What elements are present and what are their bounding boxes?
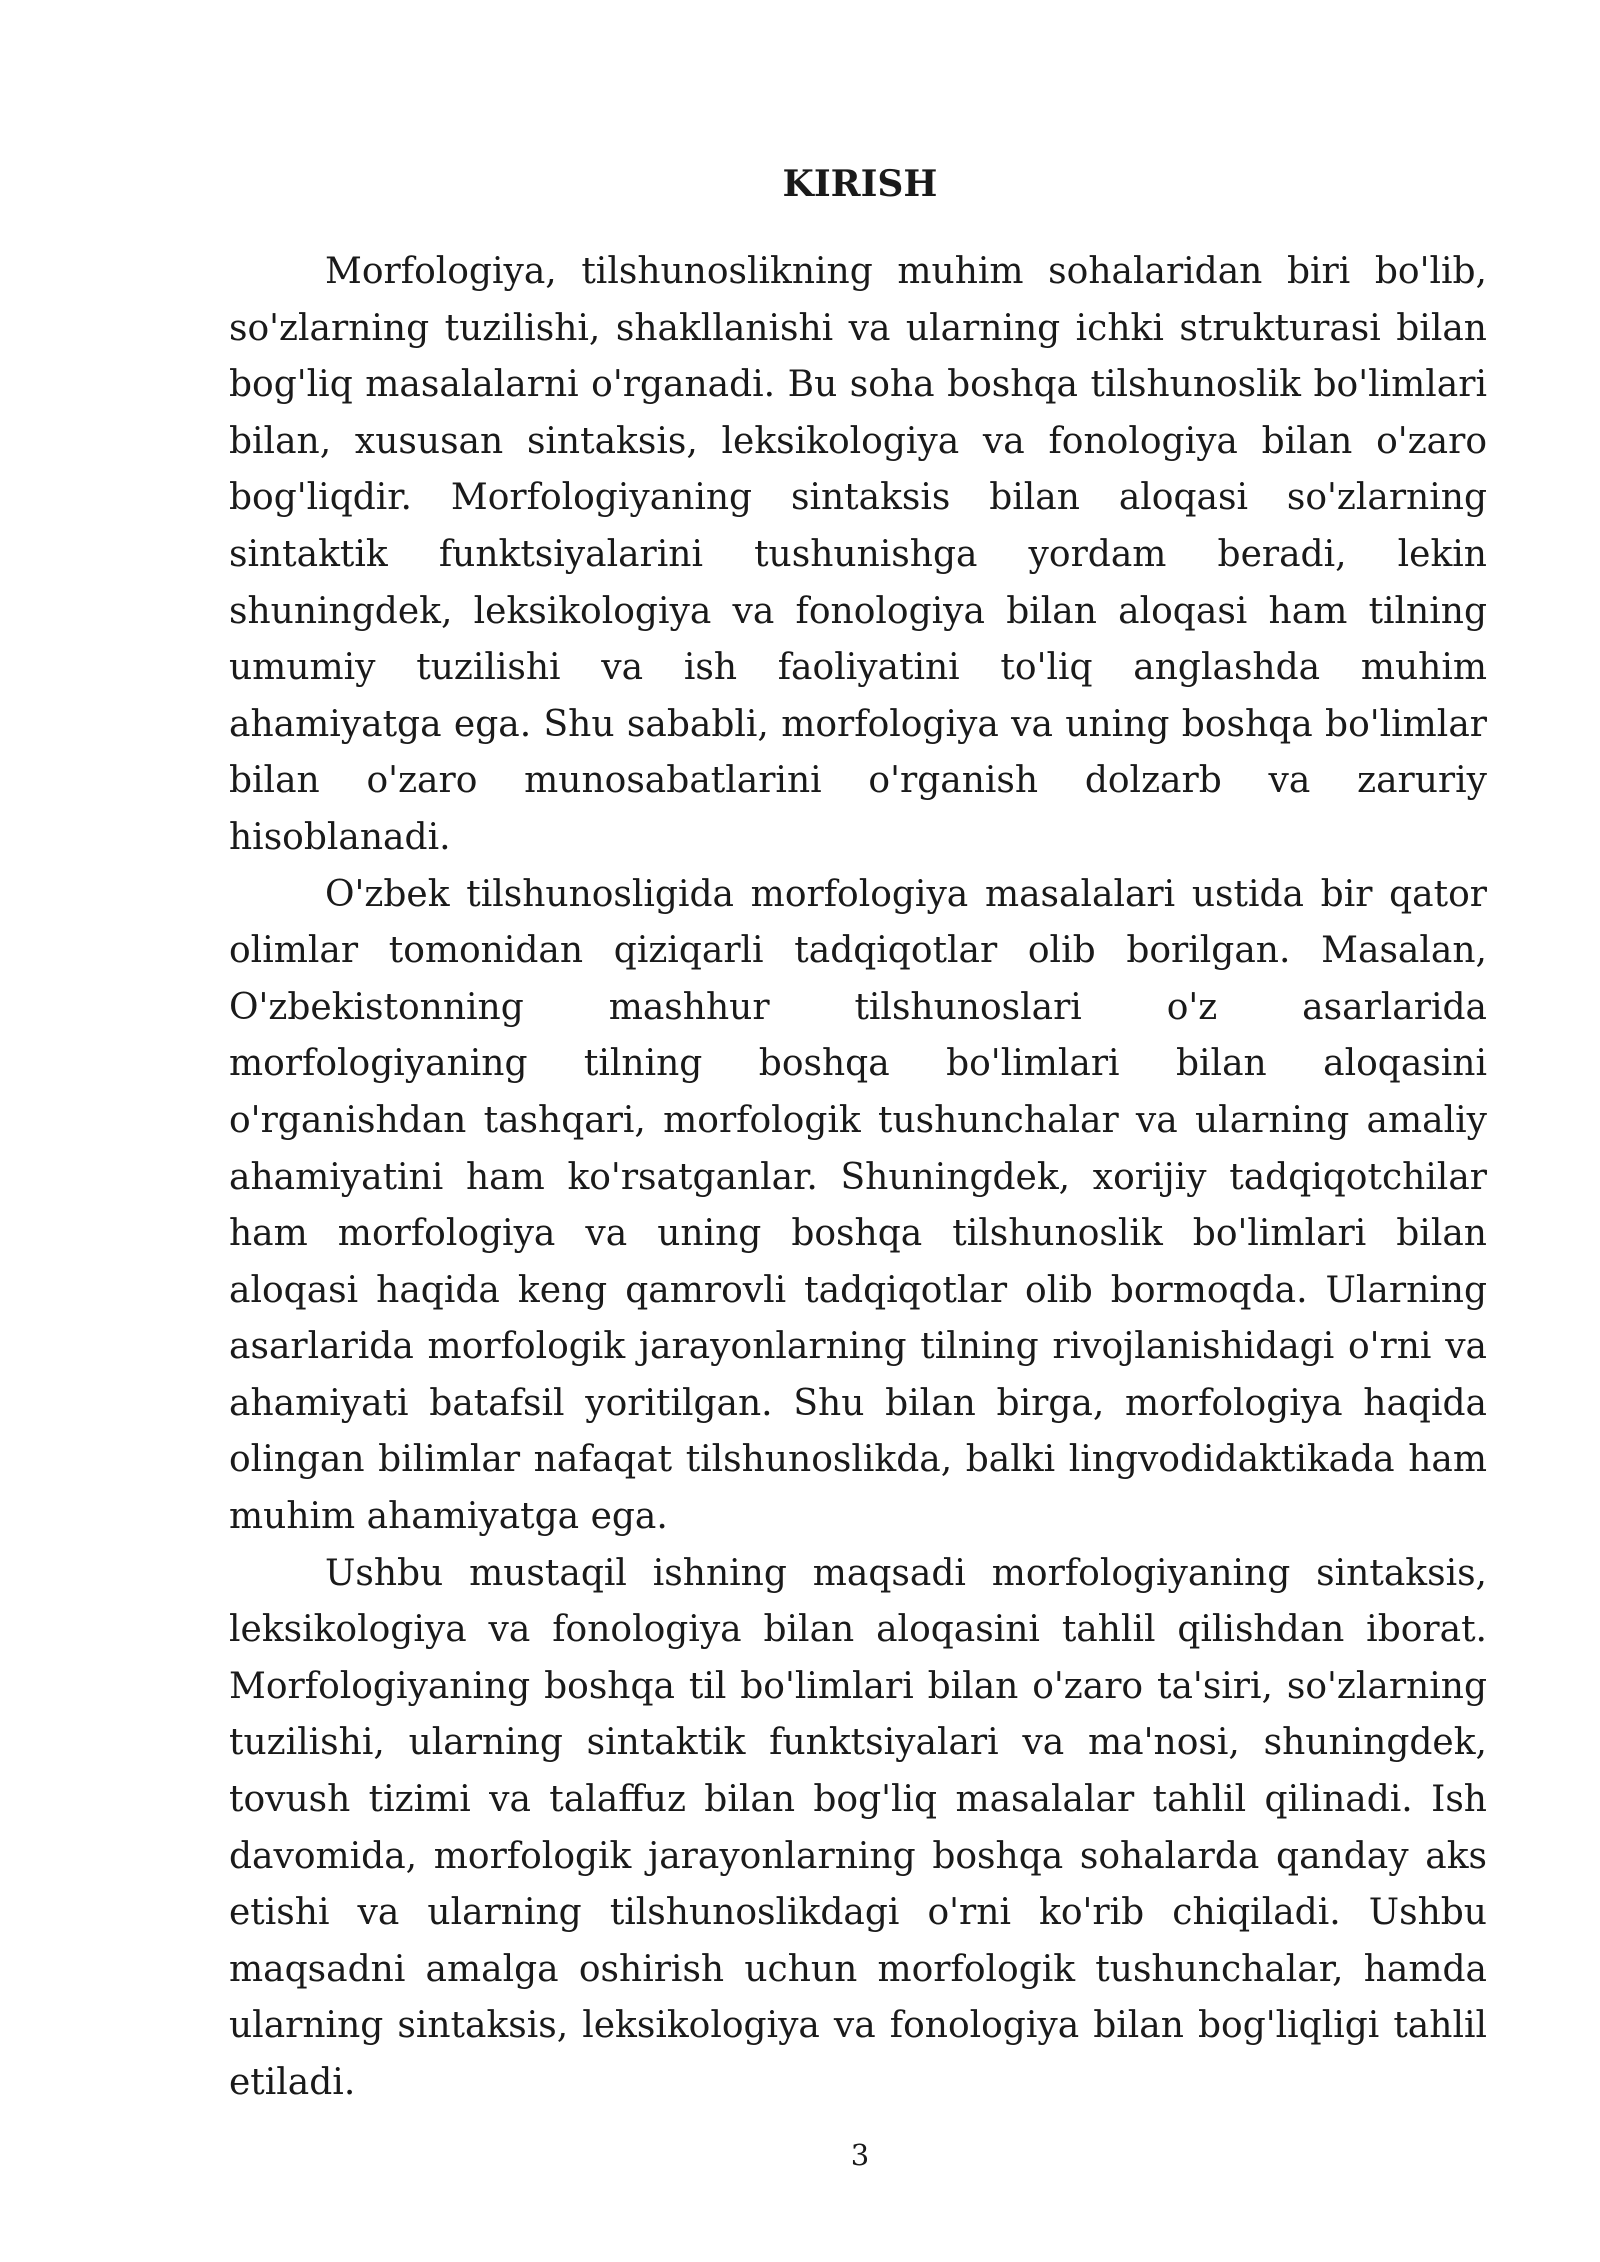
page-number: 3 bbox=[850, 2138, 870, 2172]
body-text bbox=[229, 244, 1487, 2112]
paragraph: Morfologiya, tilshunoslikning muhim sohalaridan biri bo'lib, so'zlarning tuzilishi, shakllanishi va ularning ichki strukturasi bilan bog'liq masalalarni o'rganadi. Bu soha boshqa tilshunoslik bo'limlari bilan, xususan sintaksis, leksikologiya va fonologiya bilan o'zaro bog'liqdir. Morfologiyaning sintaksis bilan aloqasi so'zlarning sintaktik funktsiyalarini tushunishga yordam beradi, lekin shuningdek, leksikologiya va fonologiya bilan aloqasi ham tilning umumiy tuzilishi va ish faoliyatini to'liq anglashda muhim ahamiyatga ega. Shu sababli, morfologiya va uning boshqa bo'limlar bilan o'zaro munosabatlarini o'rganish dolzarb va zaruriy hisoblanadi. bbox=[229, 251, 1487, 858]
section-heading: KIRISH bbox=[782, 163, 938, 205]
paragraph: O'zbek tilshunosligida morfologiya masalalari ustida bir qator olimlar tomonidan qiziqarli tadqiqotlar olib borilgan. Masalan, O'zbekistonning mashhur tilshunoslari o'z asarlarida morfologiyaning tilning boshqa bo'limlari bilan aloqasini o'rganishdan tashqari, morfologik tushunchalar va ularning amaliy ahamiyatini ham ko'rsatganlar. Shuningdek, xorijiy tadqiqotchilar ham morfologiya va uning boshqa tilshunoslik bo'limlari bilan aloqasi haqida keng qamrovli tadqiqotlar olib bormoqda. Ularning asarlarida morfologik jarayonlarning tilning rivojlanishidagi o'rni va ahamiyati batafsil yoritilgan. Shu bilan birga, morfologiya haqida olingan bilimlar nafaqat tilshunoslikda, balki lingvodidaktikada ham muhim ahamiyatga ega. bbox=[229, 873, 1487, 1538]
paragraph: Ushbu mustaqil ishning maqsadi morfologiyaning sintaksis, leksikologiya va fonologiya bilan aloqasini tahlil qilishdan iborat. Morfologiyaning boshqa til bo'limlari bilan o'zaro ta'siri, so'zlarning tuzilishi, ularning sintaktik funktsiyalari va ma'nosi, shuningdek, tovush tizimi va talaffuz bilan bog'liq masalalar tahlil qilinadi. Ish davomida, morfologik jarayonlarning boshqa sohalarda qanday aks etishi va ularning tilshunoslikdagi o'rni ko'rib chiqiladi. Ushbu maqsadni amalga oshirish uchun morfologik tushunchalar, hamda ularning sintaksis, leksikologiya va fonologiya bilan bog'liqligi tahlil etiladi. bbox=[229, 1552, 1487, 2103]
